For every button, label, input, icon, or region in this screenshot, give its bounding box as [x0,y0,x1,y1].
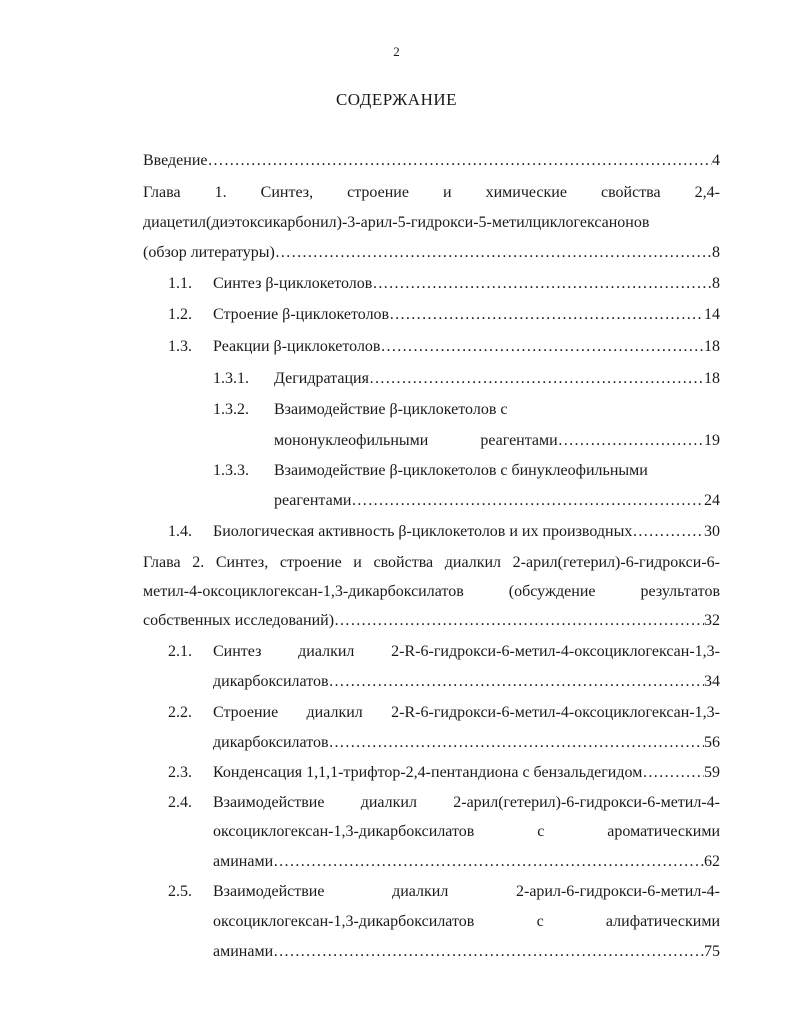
toc-page: 14 [704,306,720,323]
toc-entry-2-4-line2[interactable]: оксоциклогексан-1,3-дикарбоксилатов с ароматическими [213,823,720,840]
toc-label: мононуклеофильными реагентами [274,432,558,449]
toc-label: Строение β-циклокетолов [213,306,390,323]
toc-label: дикарбоксилатов [213,734,329,751]
toc-entry-1-3-2-line2[interactable] [274,431,720,451]
toc-leader [642,763,704,783]
section-number: 1.3.1. [213,370,249,387]
toc-page: 34 [704,673,720,690]
toc-page: 30 [704,523,720,540]
page-number: 2 [393,44,400,59]
section-number: 1.1. [168,275,192,292]
page-title: СОДЕРЖАНИЕ [335,90,458,109]
toc-label: аминами [213,943,274,960]
toc-label: Конденсация 1,1,1-трифтор-2,4-пентандиона с бензальдегидом [213,764,643,781]
toc-entry-2-5-line3[interactable] [213,942,720,962]
toc-entry-1-3-2-line1[interactable]: Взаимодействие β-циклокетолов с [274,401,508,418]
toc-chapter1-line2[interactable]: диацетил(диэтоксикарбонил)-3-арил-5-гидрокси-5-метилциклогексанонов [143,214,650,231]
toc-label: реагентами [274,492,352,509]
toc-chapter2-line2[interactable]: метил-4-оксоциклогексан-1,3-дикарбоксилатов (обсуждение результатов [143,583,720,600]
toc-chapter2-line3[interactable] [143,611,720,631]
toc-entry-2-5-line2[interactable]: оксоциклогексан-1,3-дикарбоксилатов с алифатическими [213,913,720,930]
toc-leader [369,369,704,389]
section-number: 2.1. [168,643,192,660]
toc-page: 24 [704,492,720,509]
toc-entry-1-3-1[interactable] [274,369,720,389]
toc-leader [558,431,704,451]
toc-page: 32 [704,612,720,629]
toc-entry-2-3[interactable] [213,763,720,783]
section-number: 1.3.3. [213,462,249,479]
section-number: 1.3. [168,338,192,355]
toc-label: собственных исследований) [143,612,335,629]
toc-page: 8 [712,244,720,261]
toc-label: Синтез β-циклокетолов [213,275,373,292]
section-number: 1.2. [168,306,192,323]
toc-leader [380,337,704,357]
toc-leader [329,733,704,753]
toc-leader [372,274,712,294]
toc-chapter1-line1[interactable]: Глава 1. Синтез, строение и химические свойства 2,4- [143,184,720,201]
toc-page: 75 [704,943,720,960]
toc-entry-2-1-line1[interactable]: Синтез диалкил 2-R-6-гидрокси-6-метил-4-оксоциклогексан-1,3- [213,643,720,660]
toc-leader [632,522,704,542]
toc-entry-2-5-line1[interactable]: Взаимодействие диалкил 2-арил-6-гидрокси-6-метил-4- [213,883,720,900]
toc-label: дикарбоксилатов [213,673,329,690]
toc-page: 59 [704,764,720,781]
toc-page: 4 [712,152,720,169]
toc-entry-1-3-3-line2[interactable] [274,491,720,511]
toc-page: 62 [704,853,720,870]
toc-entry-2-1-line2[interactable] [213,672,720,692]
toc-chapter2-line1[interactable]: Глава 2. Синтез, строение и свойства диалкил 2-арил(гетерил)-6-гидрокси-6- [143,554,720,571]
section-number: 2.4. [168,794,192,811]
toc-entry-1-4[interactable] [213,522,720,542]
toc-entry-1-3[interactable] [213,337,720,357]
toc-entry-2-4-line1[interactable]: Взаимодействие диалкил 2-арил(гетерил)-6-гидрокси-6-метил-4- [213,794,720,811]
toc-entry-1-3-3-line1[interactable]: Взаимодействие β-циклокетолов с бинуклеофильными [274,462,648,479]
toc-page: 8 [712,275,720,292]
toc-leader [273,852,704,872]
section-number: 2.5. [168,883,192,900]
toc-page: 18 [704,338,720,355]
toc-entry-2-2-line2[interactable] [213,733,720,753]
section-number: 1.3.2. [213,401,249,418]
toc-label: Биологическая активность β-циклокетолов и их производных [213,523,633,540]
toc-entry-1-1[interactable] [213,274,720,294]
toc-label: Введение [143,152,208,169]
toc-leader [208,151,713,171]
toc-leader [329,672,704,692]
toc-entry-intro[interactable] [143,151,720,171]
toc-chapter1-line3[interactable] [143,243,720,263]
toc-entry-2-2-line1[interactable]: Строение диалкил 2-R-6-гидрокси-6-метил-4-оксоциклогексан-1,3- [213,704,720,721]
toc-page: 19 [704,432,720,449]
toc-label: Дегидратация [274,370,369,387]
toc-entry-1-2[interactable] [213,305,720,325]
toc-page: 18 [704,370,720,387]
toc-leader [351,491,704,511]
section-number: 2.3. [168,764,192,781]
toc-page: 56 [704,734,720,751]
toc-leader [389,305,704,325]
toc-label: аминами [213,853,274,870]
toc-leader [273,942,704,962]
toc-label: (обзор литературы) [143,244,275,261]
toc-leader [275,243,712,263]
section-number: 2.2. [168,704,192,721]
toc-entry-2-4-line3[interactable] [213,852,720,872]
toc-leader [334,611,704,631]
toc-label: Реакции β-циклокетолов [213,338,381,355]
section-number: 1.4. [168,523,192,540]
